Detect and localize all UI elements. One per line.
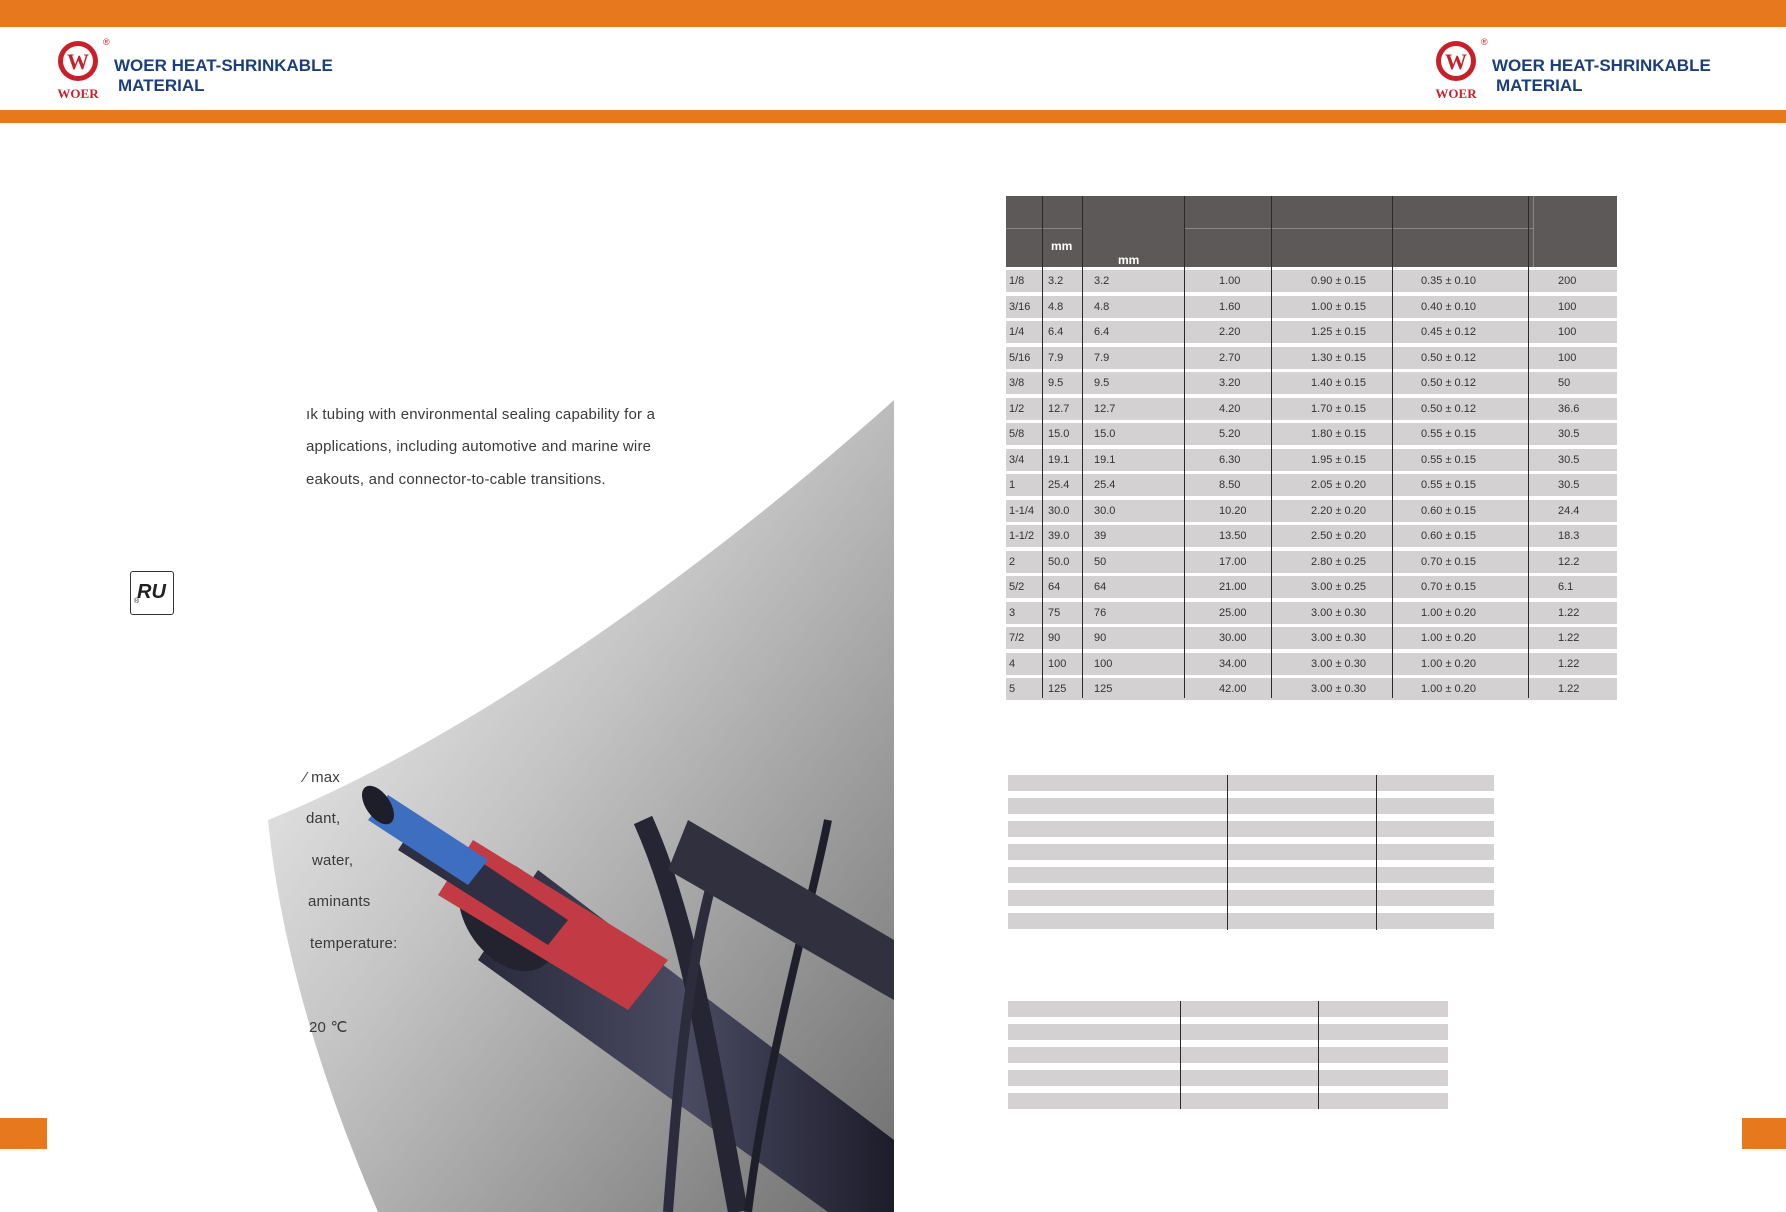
svg-text:WOER: WOER	[1435, 86, 1477, 101]
brand-line-1: WOER HEAT-SHRINKABLE	[114, 56, 333, 75]
table-cell: 90	[1048, 632, 1061, 644]
table-cell: 1.00 ± 0.20	[1421, 683, 1476, 695]
table-cell: 2.70	[1219, 351, 1241, 364]
table-cell: 12.2	[1558, 555, 1580, 568]
table-row	[1006, 525, 1617, 547]
table-cell: 8.50	[1219, 479, 1241, 491]
table-cell: 3.2	[1048, 275, 1064, 287]
table-cell: 5/2	[1009, 581, 1025, 593]
feature-line: 20 ℃	[309, 1019, 348, 1036]
table-row	[1006, 347, 1617, 369]
table-cell: 15.0	[1094, 428, 1116, 440]
intro-line: applications, including automotive and marine wire	[306, 438, 652, 455]
table-cell: 6.30	[1219, 453, 1241, 466]
table-cell: 3/8	[1009, 377, 1025, 389]
svg-text:®: ®	[1481, 37, 1488, 47]
intro-line: eakouts, and connector-to-cable transitions.	[306, 471, 606, 488]
table-cell: 0.40 ± 0.10	[1421, 300, 1476, 313]
table-cell: 30.00	[1219, 632, 1247, 644]
table-cell: 1.80 ± 0.15	[1311, 428, 1366, 440]
table-cell: 30.0	[1094, 504, 1116, 517]
table-cell: 18.3	[1558, 530, 1580, 542]
svg-text:W: W	[1445, 49, 1467, 74]
table-cell: 125	[1048, 683, 1067, 695]
table-row	[1006, 449, 1617, 471]
table-cell: 1.40 ± 0.15	[1311, 377, 1366, 389]
table-cell: 3.00 ± 0.30	[1311, 657, 1366, 670]
table-cell: 1/8	[1009, 275, 1025, 287]
svg-text:W: W	[67, 49, 89, 74]
spec-table	[1006, 196, 1617, 698]
table-cell: 9.5	[1048, 377, 1064, 389]
feature-line: water,	[312, 852, 354, 869]
table-cell: 21.00	[1219, 581, 1247, 593]
feature-line: ⁄ max	[304, 769, 341, 786]
table-cell: 2.05 ± 0.20	[1311, 479, 1366, 491]
table-cell: 1.60	[1219, 300, 1241, 313]
table-cell: 0.50 ± 0.12	[1421, 351, 1476, 364]
table-row	[1006, 602, 1617, 624]
table-cell: 42.00	[1219, 683, 1247, 695]
table-cell: 0.70 ± 0.15	[1421, 555, 1476, 568]
table-cell: 39.0	[1048, 530, 1070, 542]
table-cell: 100	[1558, 326, 1577, 338]
table-cell: 24.4	[1558, 504, 1580, 517]
table-row	[1006, 500, 1617, 522]
table-cell: 13.50	[1219, 530, 1247, 542]
unit-label: mm	[1118, 253, 1140, 267]
table-cell: 25.4	[1048, 479, 1070, 491]
table-cell: 2.80 ± 0.25	[1311, 555, 1366, 568]
table-cell: 1-1/4	[1009, 504, 1035, 517]
properties-table	[1008, 775, 1494, 930]
table-cell: 2.20 ± 0.20	[1311, 504, 1366, 517]
table-cell: 200	[1558, 275, 1577, 287]
table-cell: 1.00 ± 0.15	[1311, 300, 1366, 313]
brand-wordmark	[1492, 56, 1711, 96]
brand-line-2: MATERIAL	[118, 76, 205, 95]
table-cell: 0.60 ± 0.15	[1421, 530, 1476, 542]
table-cell: 1.25 ± 0.15	[1311, 326, 1366, 338]
table-cell: 0.70 ± 0.15	[1421, 581, 1476, 593]
table-cell: 1	[1009, 479, 1016, 491]
table-cell: 1.95 ± 0.15	[1311, 453, 1366, 466]
table-cell: 3.2	[1094, 275, 1110, 287]
table-cell: 50	[1558, 377, 1571, 389]
table-cell: 90	[1094, 632, 1107, 644]
performance-table	[1008, 1001, 1448, 1109]
table-cell: 39	[1094, 530, 1107, 542]
feature-line: aminants	[308, 893, 371, 910]
table-cell: 0.90 ± 0.15	[1311, 275, 1366, 287]
table-cell: 0.45 ± 0.12	[1421, 326, 1476, 338]
table-row	[1006, 372, 1617, 394]
table-cell: 1.22	[1558, 606, 1580, 619]
table-row	[1006, 653, 1617, 675]
page-tab-right	[1742, 1118, 1786, 1149]
table-cell: 100	[1558, 351, 1577, 364]
table-cell: 1.30 ± 0.15	[1311, 351, 1366, 364]
table-cell: 7/2	[1009, 632, 1025, 644]
table-row	[1006, 321, 1617, 343]
table-cell: 5/8	[1009, 428, 1025, 440]
table-cell: 30.5	[1558, 453, 1580, 466]
table-cell: 76	[1094, 606, 1107, 619]
table-cell: 30.5	[1558, 479, 1580, 491]
table-cell: 3.00 ± 0.30	[1311, 632, 1366, 644]
table-cell: 3/16	[1009, 300, 1031, 313]
table-cell: 1.70 ± 0.15	[1311, 402, 1366, 415]
table-cell: 30.5	[1558, 428, 1580, 440]
table-cell: 36.6	[1558, 402, 1580, 415]
table-cell: 0.60 ± 0.15	[1421, 504, 1476, 517]
table-row	[1006, 270, 1617, 292]
table-cell: 19.1	[1048, 453, 1070, 466]
table-cell: 25.4	[1094, 479, 1116, 491]
table-row	[1006, 627, 1617, 649]
table-cell: 75	[1048, 606, 1061, 619]
table-cell: 0.35 ± 0.10	[1421, 275, 1476, 287]
table-cell: 6.4	[1048, 326, 1064, 338]
woer-logo-icon	[48, 36, 120, 102]
svg-text:®: ®	[103, 37, 110, 47]
table-cell: 7.9	[1048, 351, 1064, 364]
table-cell: 1.22	[1558, 683, 1580, 695]
table-cell: 9.5	[1094, 377, 1110, 389]
table-row	[1006, 551, 1617, 573]
table-cell: 1.00 ± 0.20	[1421, 657, 1476, 670]
table-cell: 4.20	[1219, 402, 1241, 415]
table-cell: 0.55 ± 0.15	[1421, 479, 1476, 491]
table-cell: 3.00 ± 0.30	[1311, 606, 1366, 619]
table-cell: 50.0	[1048, 555, 1070, 568]
feature-line: dant,	[306, 810, 341, 827]
table-cell: 100	[1094, 657, 1113, 670]
table-cell: 4.8	[1048, 300, 1064, 313]
table-cell: 4.8	[1094, 300, 1110, 313]
table-cell: 0.50 ± 0.12	[1421, 377, 1476, 389]
table-row	[1006, 296, 1617, 318]
svg-text:WOER: WOER	[57, 86, 99, 101]
table-cell: 3	[1009, 606, 1016, 619]
table-row	[1006, 576, 1617, 598]
table-cell: 1.22	[1558, 632, 1580, 644]
table-cell: 1/4	[1009, 326, 1025, 338]
table-cell: 1.22	[1558, 657, 1580, 670]
table-cell: 15.0	[1048, 428, 1070, 440]
table-cell: 17.00	[1219, 555, 1247, 568]
table-cell: 3.00 ± 0.25	[1311, 581, 1366, 593]
intro-line: ık tubing with environmental sealing capability for a	[306, 406, 656, 423]
table-cell: 1-1/2	[1009, 530, 1035, 542]
table-cell: 125	[1094, 683, 1113, 695]
table-cell: 12.7	[1094, 402, 1116, 415]
table-cell: 5	[1009, 683, 1016, 695]
feature-line: temperature:	[310, 935, 398, 952]
table-cell: 2.50 ± 0.20	[1311, 530, 1366, 542]
table-cell: 3.20	[1219, 377, 1241, 389]
brand-line-1: WOER HEAT-SHRINKABLE	[1492, 56, 1711, 75]
table-cell: 7.9	[1094, 351, 1110, 364]
page-tab-left	[0, 1118, 47, 1149]
table-cell: 2	[1009, 555, 1016, 568]
header-accent-band	[0, 110, 1786, 123]
table-cell: 12.7	[1048, 402, 1070, 415]
table-cell: 0.55 ± 0.15	[1421, 453, 1476, 466]
table-cell: 25.00	[1219, 606, 1247, 619]
woer-logo-icon	[1426, 36, 1498, 102]
table-cell: 0.55 ± 0.15	[1421, 428, 1476, 440]
table-cell: 100	[1048, 657, 1067, 670]
unit-label: mm	[1051, 239, 1073, 253]
table-cell: 2.20	[1219, 326, 1241, 338]
table-cell: 1.00	[1219, 275, 1241, 287]
table-cell: 6.1	[1558, 581, 1574, 593]
table-cell: 3.00 ± 0.30	[1311, 683, 1366, 695]
table-row	[1006, 423, 1617, 445]
table-cell: 6.4	[1094, 326, 1110, 338]
table-cell: 64	[1094, 581, 1107, 593]
table-cell: 1/2	[1009, 402, 1025, 415]
table-row	[1006, 678, 1617, 700]
table-cell: 5.20	[1219, 428, 1241, 440]
table-cell: 19.1	[1094, 453, 1116, 466]
brand-wordmark	[114, 56, 333, 96]
table-cell: 3/4	[1009, 453, 1025, 466]
table-cell: 0.50 ± 0.12	[1421, 402, 1476, 415]
table-cell: 1.00 ± 0.20	[1421, 606, 1476, 619]
table-cell: 10.20	[1219, 504, 1247, 517]
table-row	[1006, 398, 1617, 420]
table-cell: 4	[1009, 657, 1016, 670]
table-cell: 5/16	[1009, 351, 1031, 364]
brand-line-2: MATERIAL	[1496, 76, 1583, 95]
table-row	[1006, 474, 1617, 496]
table-cell: 34.00	[1219, 657, 1247, 670]
table-cell: 100	[1558, 300, 1577, 313]
top-accent-band	[0, 0, 1786, 27]
table-cell: 50	[1094, 555, 1107, 568]
ul-certification-badge: RU ®	[130, 571, 174, 615]
tubing-product-photo	[268, 400, 894, 1212]
table-cell: 1.00 ± 0.20	[1421, 632, 1476, 644]
table-cell: 64	[1048, 581, 1061, 593]
table-cell: 30.0	[1048, 504, 1070, 517]
spec-table-header	[1006, 196, 1617, 267]
